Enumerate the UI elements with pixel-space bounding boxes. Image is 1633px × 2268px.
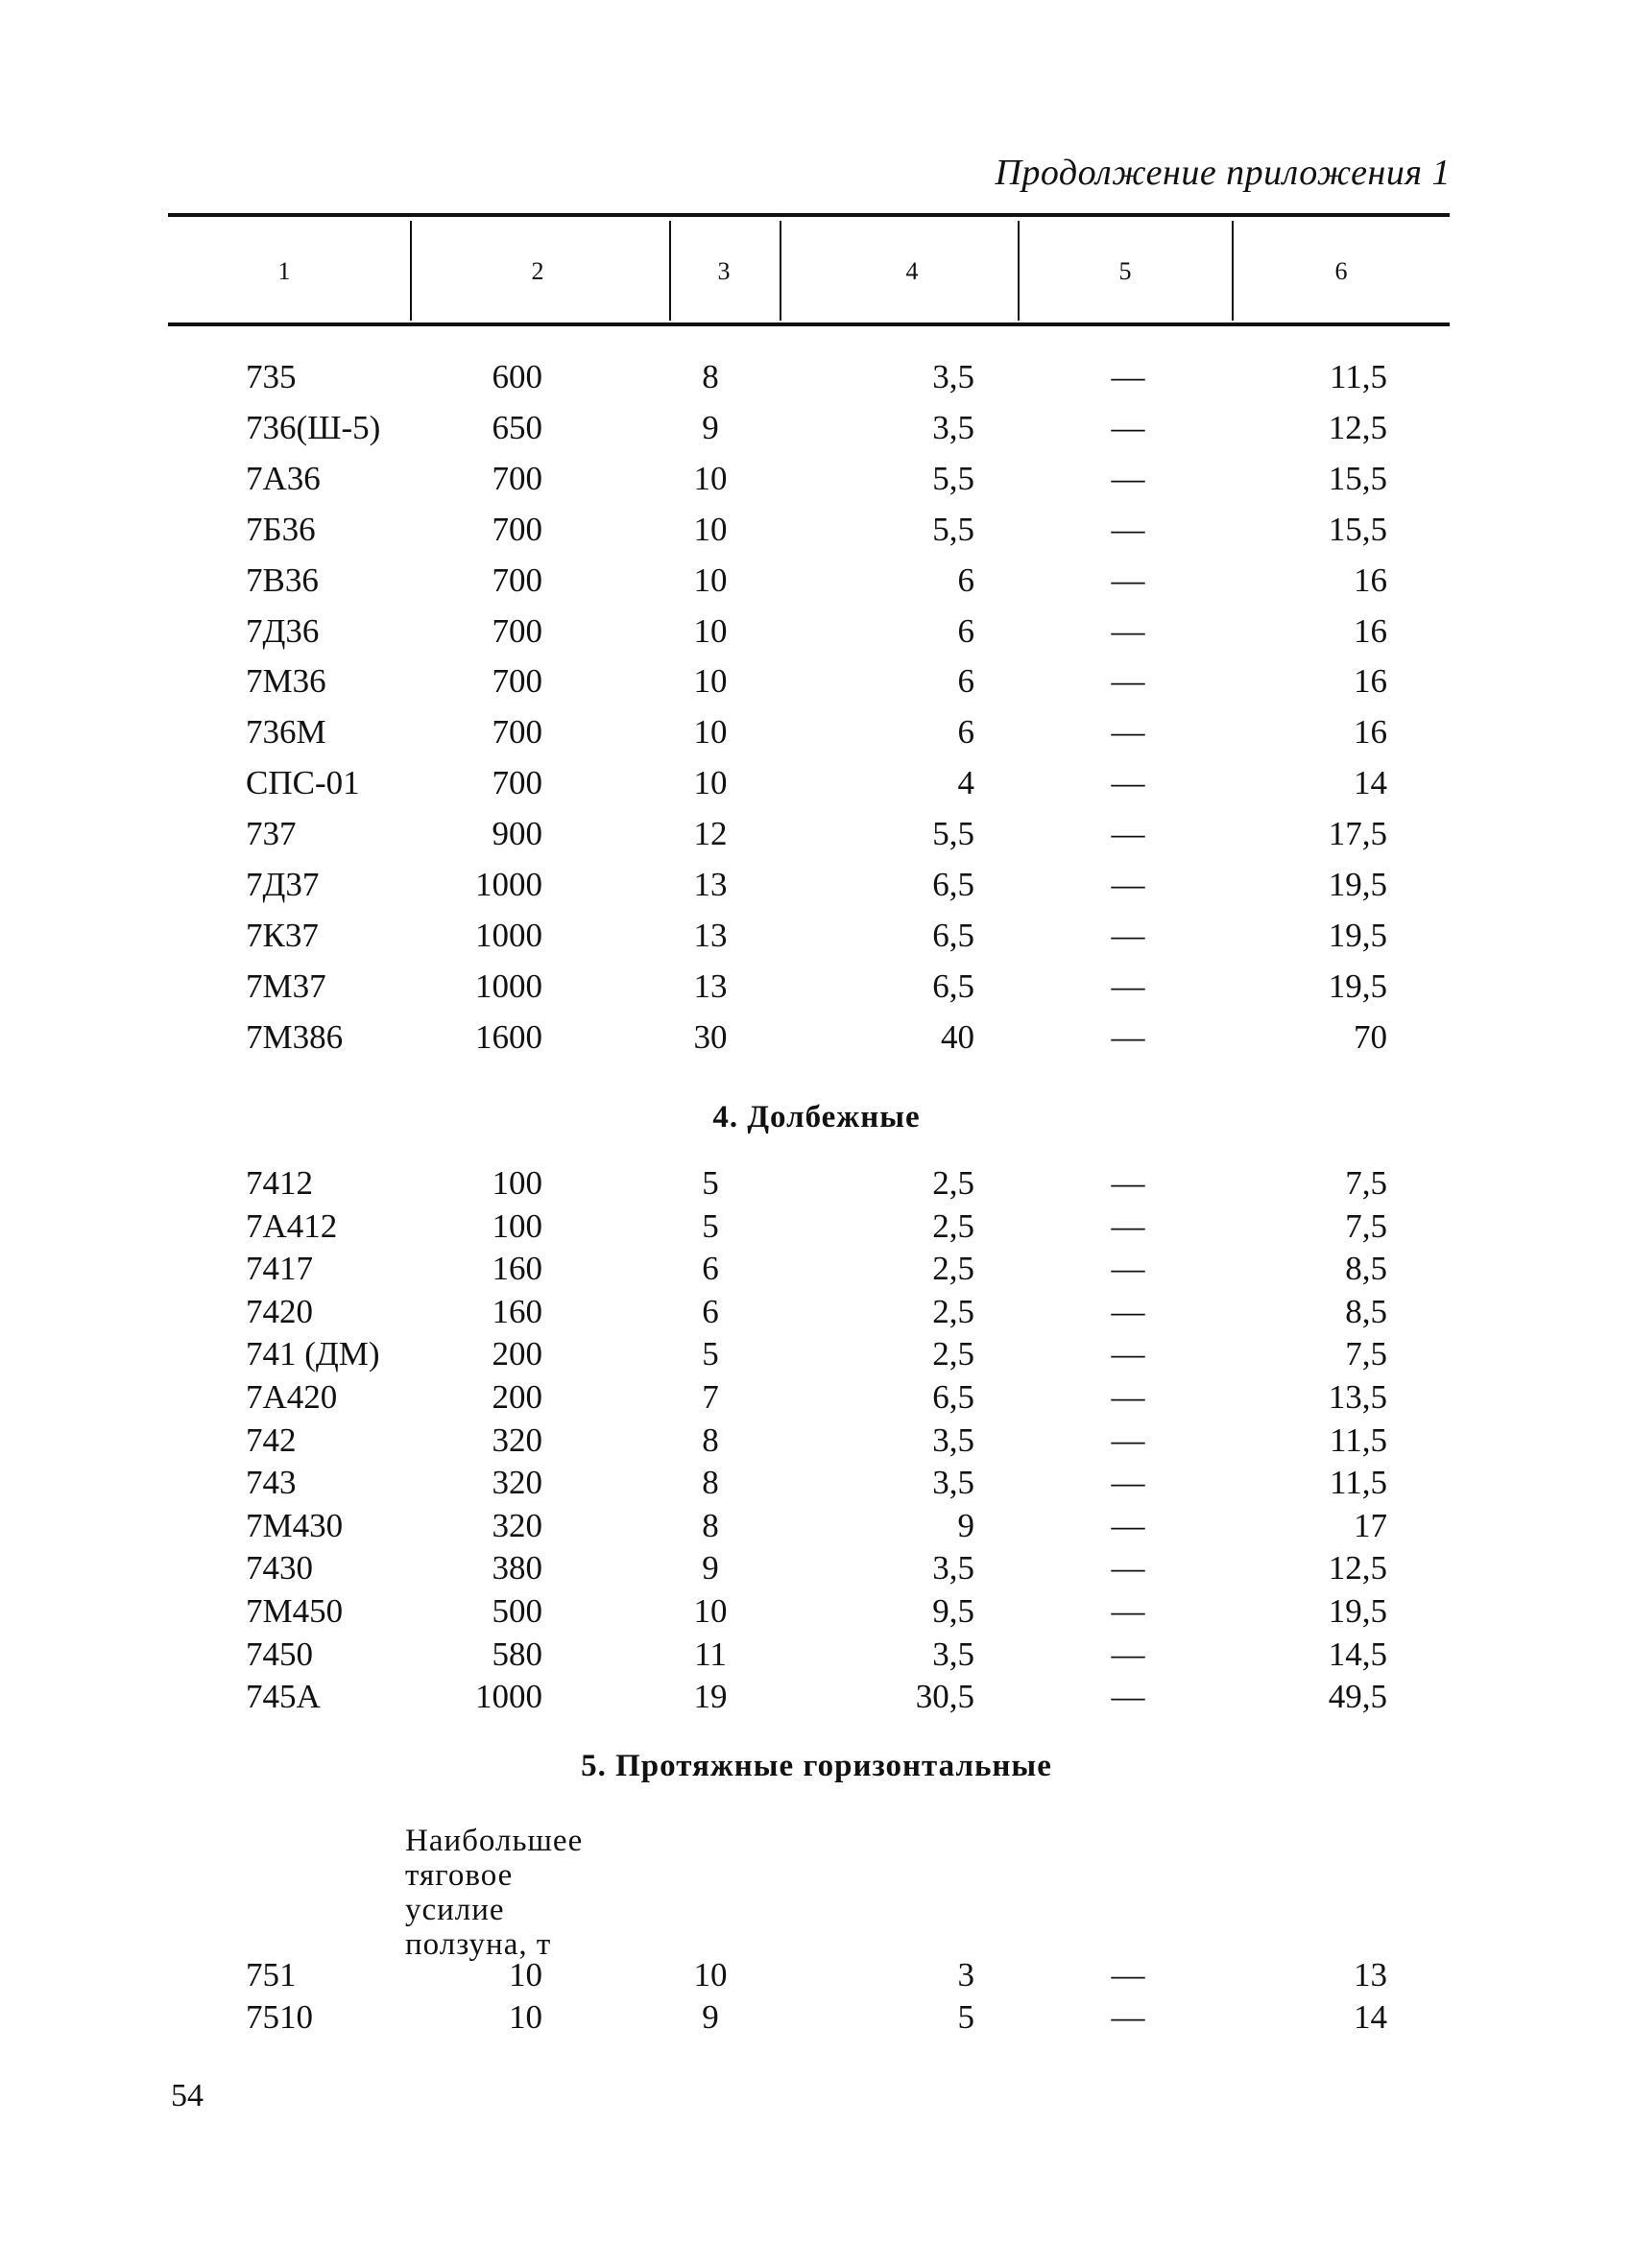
note-line: ползуна, т <box>405 1927 552 1962</box>
value-col-6: 49,5 <box>1328 1678 1387 1715</box>
column-number-1: 1 <box>277 257 291 285</box>
machine-model: 7430 <box>246 1549 313 1587</box>
column-number-3: 3 <box>717 257 731 285</box>
table-row <box>0 409 1633 457</box>
column-divider <box>780 221 781 321</box>
machine-model: 737 <box>246 815 297 852</box>
value-col-2: 1000 <box>475 1678 542 1715</box>
value-col-5: — <box>1111 1421 1145 1459</box>
value-col-6: 12,5 <box>1328 409 1387 446</box>
value-col-3: 13 <box>693 917 728 954</box>
value-col-4: 6 <box>957 713 974 751</box>
machine-model: 7А36 <box>246 460 321 497</box>
section-5-column-note <box>405 1824 583 1962</box>
value-col-3: 9 <box>702 1549 719 1587</box>
value-col-6: 16 <box>1354 662 1387 700</box>
column-number-5: 5 <box>1118 257 1132 285</box>
value-col-2: 200 <box>492 1378 542 1416</box>
value-col-6: 19,5 <box>1328 967 1387 1005</box>
column-divider <box>410 221 412 321</box>
value-col-4: 9 <box>957 1507 974 1544</box>
value-col-5: — <box>1111 511 1145 548</box>
table-row <box>0 1207 1633 1255</box>
value-col-4: 3,5 <box>932 1549 974 1587</box>
value-col-5: — <box>1111 1250 1145 1287</box>
value-col-2: 700 <box>492 460 542 497</box>
value-col-5: — <box>1111 1378 1145 1416</box>
value-col-4: 5,5 <box>932 460 974 497</box>
machine-model: 736(Ш-5) <box>246 409 381 446</box>
value-col-3: 13 <box>693 967 728 1005</box>
value-col-4: 3,5 <box>932 1635 974 1673</box>
column-number-6: 6 <box>1334 257 1348 285</box>
machine-model: 7Д37 <box>246 866 320 903</box>
machine-model: 741 (ДМ) <box>246 1335 380 1373</box>
value-col-6: 14 <box>1354 764 1387 801</box>
value-col-2: 500 <box>492 1592 542 1630</box>
value-col-4: 2,5 <box>932 1335 974 1373</box>
value-col-2: 700 <box>492 662 542 700</box>
column-divider <box>1232 221 1234 321</box>
value-col-3: 10 <box>693 612 728 650</box>
value-col-2: 320 <box>492 1421 542 1459</box>
value-col-2: 10 <box>509 1998 542 2036</box>
value-col-6: 8,5 <box>1345 1250 1387 1287</box>
table-row <box>0 662 1633 710</box>
value-col-6: 12,5 <box>1328 1549 1387 1587</box>
value-col-5: — <box>1111 1635 1145 1673</box>
value-col-3: 8 <box>702 1464 719 1501</box>
value-col-2: 650 <box>492 409 542 446</box>
table-row <box>0 1293 1633 1341</box>
value-col-5: — <box>1111 460 1145 497</box>
value-col-6: 15,5 <box>1328 511 1387 548</box>
table-row <box>0 866 1633 914</box>
value-col-4: 6 <box>957 612 974 650</box>
value-col-3: 10 <box>693 511 728 548</box>
value-col-2: 1000 <box>475 866 542 903</box>
value-col-6: 16 <box>1354 612 1387 650</box>
machine-model: 7М36 <box>246 662 326 700</box>
machine-model: 7М430 <box>246 1507 344 1544</box>
table-row <box>0 358 1633 406</box>
value-col-6: 11,5 <box>1330 1464 1387 1501</box>
value-col-4: 5,5 <box>932 511 974 548</box>
value-col-5: — <box>1111 612 1145 650</box>
value-col-3: 19 <box>693 1678 728 1715</box>
value-col-4: 6,5 <box>932 917 974 954</box>
table-row <box>0 612 1633 660</box>
value-col-5: — <box>1111 1678 1145 1715</box>
value-col-2: 700 <box>492 511 542 548</box>
column-divider <box>1018 221 1020 321</box>
value-col-3: 30 <box>693 1018 728 1056</box>
value-col-3: 10 <box>693 1592 728 1630</box>
value-col-2: 580 <box>492 1635 542 1673</box>
value-col-6: 17,5 <box>1328 815 1387 852</box>
value-col-6: 17 <box>1354 1507 1387 1544</box>
value-col-3: 9 <box>702 409 719 446</box>
value-col-2: 10 <box>509 1956 542 1993</box>
value-col-3: 10 <box>693 460 728 497</box>
value-col-6: 16 <box>1354 561 1387 599</box>
value-col-2: 600 <box>492 358 542 395</box>
value-col-6: 7,5 <box>1345 1207 1387 1245</box>
machine-model: 7417 <box>246 1250 313 1287</box>
value-col-5: — <box>1111 662 1145 700</box>
machine-model: 751 <box>246 1956 297 1993</box>
value-col-4: 2,5 <box>932 1207 974 1245</box>
value-col-4: 2,5 <box>932 1293 974 1330</box>
table-row <box>0 511 1633 559</box>
value-col-2: 700 <box>492 561 542 599</box>
machine-model: 7К37 <box>246 917 319 954</box>
machine-model: 742 <box>246 1421 297 1459</box>
value-col-4: 3,5 <box>932 1421 974 1459</box>
machine-model: 7510 <box>246 1998 313 2036</box>
machine-model: 7420 <box>246 1293 313 1330</box>
value-col-6: 7,5 <box>1345 1335 1387 1373</box>
value-col-3: 7 <box>702 1378 719 1416</box>
page-number: 54 <box>171 2078 204 2113</box>
machine-model: 745А <box>246 1678 321 1715</box>
value-col-3: 8 <box>702 1421 719 1459</box>
value-col-5: — <box>1111 1464 1145 1501</box>
value-col-5: — <box>1111 561 1145 599</box>
value-col-6: 14,5 <box>1328 1635 1387 1673</box>
machine-model: 7Д36 <box>246 612 320 650</box>
value-col-4: 6,5 <box>932 866 974 903</box>
table-row <box>0 1956 1633 2004</box>
note-line: тяговое <box>405 1858 514 1893</box>
value-col-4: 6 <box>957 662 974 700</box>
table-row <box>0 1018 1633 1066</box>
table-row <box>0 1378 1633 1426</box>
table-row <box>0 1164 1633 1212</box>
table-row <box>0 1335 1633 1383</box>
machine-model: 7М386 <box>246 1018 344 1056</box>
value-col-3: 9 <box>702 1998 719 2036</box>
value-col-3: 6 <box>702 1250 719 1287</box>
machine-model: 736М <box>246 713 326 751</box>
value-col-3: 10 <box>693 1956 728 1993</box>
machine-model: 743 <box>246 1464 297 1501</box>
machine-model: СПС-01 <box>246 764 360 801</box>
value-col-4: 6 <box>957 561 974 599</box>
table-row <box>0 1421 1633 1469</box>
value-col-6: 7,5 <box>1345 1164 1387 1202</box>
table-row <box>0 561 1633 609</box>
machine-model: 7А420 <box>246 1378 338 1416</box>
value-col-2: 1000 <box>475 917 542 954</box>
machine-model: 735 <box>246 358 297 395</box>
value-col-3: 5 <box>702 1207 719 1245</box>
table-row <box>0 1635 1633 1683</box>
value-col-4: 2,5 <box>932 1164 974 1202</box>
table-row <box>0 1998 1633 2046</box>
value-col-2: 320 <box>492 1464 542 1501</box>
value-col-2: 100 <box>492 1164 542 1202</box>
value-col-2: 100 <box>492 1207 542 1245</box>
value-col-5: — <box>1111 764 1145 801</box>
value-col-4: 30,5 <box>915 1678 974 1715</box>
value-col-4: 5,5 <box>932 815 974 852</box>
table-row <box>0 1250 1633 1298</box>
value-col-3: 10 <box>693 764 728 801</box>
value-col-6: 19,5 <box>1328 917 1387 954</box>
value-col-3: 6 <box>702 1293 719 1330</box>
machine-model: 7Б36 <box>246 511 316 548</box>
value-col-2: 700 <box>492 713 542 751</box>
value-col-5: — <box>1111 1998 1145 2036</box>
value-col-2: 320 <box>492 1507 542 1544</box>
column-number-4: 4 <box>905 257 919 285</box>
value-col-6: 11,5 <box>1330 358 1387 395</box>
value-col-3: 12 <box>693 815 728 852</box>
section-4-title: 4. Долбежные <box>712 1100 921 1134</box>
value-col-2: 700 <box>492 612 542 650</box>
value-col-3: 8 <box>702 1507 719 1544</box>
value-col-5: — <box>1111 1018 1145 1056</box>
table-top-rule <box>168 213 1450 217</box>
value-col-4: 3,5 <box>932 358 974 395</box>
value-col-4: 2,5 <box>932 1250 974 1287</box>
machine-model: 7412 <box>246 1164 313 1202</box>
value-col-6: 19,5 <box>1328 1592 1387 1630</box>
machine-model: 7М450 <box>246 1592 344 1630</box>
note-line: Наибольшее <box>405 1824 584 1858</box>
value-col-5: — <box>1111 1164 1145 1202</box>
value-col-2: 700 <box>492 764 542 801</box>
value-col-5: — <box>1111 358 1145 395</box>
machine-model: 7450 <box>246 1635 313 1673</box>
table-row <box>0 1507 1633 1555</box>
value-col-6: 19,5 <box>1328 866 1387 903</box>
value-col-6: 13,5 <box>1328 1378 1387 1416</box>
value-col-2: 200 <box>492 1335 542 1373</box>
value-col-4: 5 <box>957 1998 974 2036</box>
value-col-4: 40 <box>941 1018 974 1056</box>
value-col-6: 11,5 <box>1330 1421 1387 1459</box>
value-col-3: 13 <box>693 866 728 903</box>
value-col-4: 6,5 <box>932 1378 974 1416</box>
value-col-6: 13 <box>1354 1956 1387 1993</box>
value-col-3: 11 <box>694 1635 727 1673</box>
value-col-3: 5 <box>702 1335 719 1373</box>
table-header-bottom-rule <box>168 322 1450 326</box>
value-col-2: 900 <box>492 815 542 852</box>
value-col-5: — <box>1111 713 1145 751</box>
value-col-2: 1000 <box>475 967 542 1005</box>
table-row <box>0 1464 1633 1512</box>
value-col-3: 5 <box>702 1164 719 1202</box>
value-col-6: 15,5 <box>1328 460 1387 497</box>
value-col-6: 14 <box>1354 1998 1387 2036</box>
value-col-4: 4 <box>957 764 974 801</box>
value-col-2: 160 <box>492 1250 542 1287</box>
machine-model: 7М37 <box>246 967 326 1005</box>
value-col-5: — <box>1111 1207 1145 1245</box>
value-col-2: 1600 <box>475 1018 542 1056</box>
value-col-6: 16 <box>1354 713 1387 751</box>
table-row <box>0 1592 1633 1640</box>
column-divider <box>669 221 671 321</box>
value-col-4: 3 <box>957 1956 974 1993</box>
value-col-6: 70 <box>1354 1018 1387 1056</box>
table-row <box>0 460 1633 508</box>
table-row <box>0 1549 1633 1597</box>
value-col-2: 160 <box>492 1293 542 1330</box>
table-row <box>0 815 1633 863</box>
value-col-3: 8 <box>702 358 719 395</box>
value-col-5: — <box>1111 815 1145 852</box>
value-col-5: — <box>1111 1549 1145 1587</box>
value-col-5: — <box>1111 967 1145 1005</box>
section-5-title: 5. Протяжные горизонтальные <box>581 1749 1052 1783</box>
value-col-5: — <box>1111 1293 1145 1330</box>
value-col-5: — <box>1111 1956 1145 1993</box>
table-row <box>0 967 1633 1015</box>
value-col-5: — <box>1111 1592 1145 1630</box>
continuation-caption: Продолжение приложения 1 <box>995 153 1451 193</box>
value-col-5: — <box>1111 866 1145 903</box>
table-row <box>0 917 1633 965</box>
machine-model: 7А412 <box>246 1207 338 1245</box>
value-col-4: 9,5 <box>932 1592 974 1630</box>
table-row <box>0 713 1633 761</box>
value-col-3: 10 <box>693 662 728 700</box>
value-col-6: 8,5 <box>1345 1293 1387 1330</box>
value-col-4: 6,5 <box>932 967 974 1005</box>
value-col-5: — <box>1111 1335 1145 1373</box>
table-row <box>0 764 1633 812</box>
value-col-3: 10 <box>693 713 728 751</box>
value-col-5: — <box>1111 1507 1145 1544</box>
value-col-2: 380 <box>492 1549 542 1587</box>
value-col-4: 3,5 <box>932 1464 974 1501</box>
table-row <box>0 1678 1633 1726</box>
value-col-4: 3,5 <box>932 409 974 446</box>
column-number-2: 2 <box>531 257 544 285</box>
value-col-3: 10 <box>693 561 728 599</box>
value-col-5: — <box>1111 917 1145 954</box>
machine-model: 7В36 <box>246 561 319 599</box>
note-line: усилие <box>405 1893 505 1927</box>
value-col-5: — <box>1111 409 1145 446</box>
